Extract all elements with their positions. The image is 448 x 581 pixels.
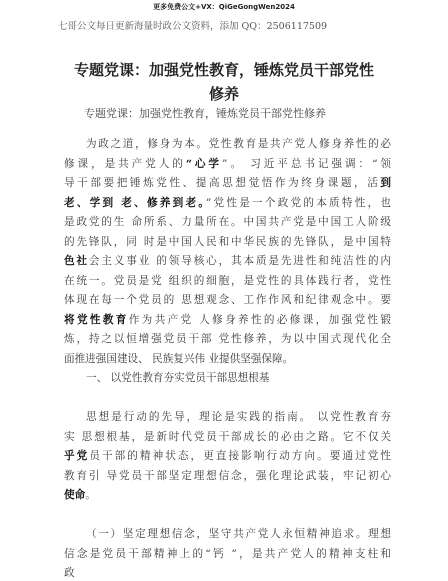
body-line — [64, 526, 391, 542]
body-text: “领 — [372, 157, 392, 170]
header-note: 七哥公文每日更新海量时政公文资料，添加 QQ：2506117509 — [58, 21, 328, 32]
document-subtitle: 专题党课：加强党性教育，锤炼党员干部党性修养 — [84, 107, 326, 120]
body-text: 为政之道，修身为本。党性教育是共产党人修身养性的必 — [86, 138, 391, 150]
body-line — [64, 234, 391, 250]
body-text: 员干部的精神状态，更直接影响行动方向。要通过党性 — [89, 450, 391, 462]
emphasis-text: 使命 — [64, 489, 86, 501]
emphasis-text: 老、学到 老、修养到老。 — [64, 196, 206, 209]
emphasis-text: 色社 — [64, 255, 89, 267]
title-line-1: 专题党课：加强党性教育，锤炼党员干部党性 — [73, 61, 374, 79]
document-title — [30, 58, 418, 106]
body-line — [64, 507, 391, 523]
emphasis-text: 乎党 — [64, 450, 90, 462]
body-line — [64, 292, 391, 308]
body-text: 在统一。党员是党 组织的细胞，是党性的具体践行者，党性 — [64, 274, 391, 287]
body-text: 导干部要把锤炼党性、提高思想觉悟作为终身课题，活 — [64, 177, 381, 189]
body-line — [64, 331, 391, 347]
body-text: 面推进强国建设、 民族复兴伟 业提供坚强保障。 — [64, 352, 294, 365]
body-text: 。 — [85, 489, 96, 501]
body-line — [64, 253, 391, 269]
body-text: 教育引 导党员干部坚定理想信念，强化理论武装，牢记初心 — [64, 469, 391, 482]
body-text: 实 思想根基，是新时代党员干部成长的必由之路。它不仅关 — [64, 430, 391, 443]
body-text: 的先锋队，同 时是中国人民和中华民族的先锋队，是中国特 — [64, 235, 391, 248]
body-line — [64, 214, 391, 230]
body-line — [64, 409, 391, 425]
body-line — [64, 370, 391, 386]
body-text: 政 — [64, 567, 75, 579]
body-text: ” — [221, 157, 228, 170]
body-text: 一、 以党性教育夯实党员干部思想根基 — [86, 372, 270, 384]
body-line — [64, 136, 391, 152]
body-line — [64, 312, 391, 328]
body-line — [64, 156, 391, 172]
body-text: 修课，是共产党人的 — [64, 157, 186, 170]
body-text: 思想是行动的先导，理论是实践的指南。 以党性教育夯 — [86, 411, 391, 423]
body-line — [64, 195, 391, 211]
body-line — [64, 273, 391, 289]
body-line — [64, 390, 391, 406]
body-line — [64, 175, 391, 191]
emphasis-text: 到 — [380, 177, 391, 189]
body-text: （一）坚定理想信念，坚守共产党人永恒精神追求。理想 — [86, 528, 391, 540]
body-text: 。 习近平总书记强调： — [227, 157, 373, 170]
body-text: 会主义事业 的领导核心，其本质是先进性和纯洁性的内 — [88, 255, 392, 267]
body-line — [64, 546, 391, 562]
body-text: 信念是党员干部精神上的“钙 ”，是共产党人的精神支柱和 — [64, 547, 391, 560]
body-line — [64, 351, 391, 367]
top-banner: 更多免费公文+VX：QiGeGongWen2024 — [153, 3, 295, 11]
body-text: 炼，持之以恒增强党员干部 党性修养，为以中国式现代化全 — [64, 333, 391, 345]
body-text: ”党性是一个政党的本质特性，也 — [205, 196, 392, 209]
emphasis-text: 将党性教育 — [64, 313, 129, 326]
body-text: 是政党的生 命所系、力量所在。中国共产党是中国工人阶级 — [64, 216, 391, 228]
body-text: 体现在每一个党员的 思想观念、工作作风和纪律观念中。要 — [64, 294, 391, 306]
body-line — [64, 487, 391, 503]
title-line-2: 修养 — [208, 85, 239, 103]
body-text: 作为共产党 人修身养性的必修课，加强党性锻 — [128, 313, 392, 326]
body-line — [64, 468, 391, 484]
body-line — [64, 565, 391, 581]
emphasis-text: “心学 — [185, 157, 222, 170]
body-line — [64, 448, 391, 464]
body-line — [64, 429, 391, 445]
